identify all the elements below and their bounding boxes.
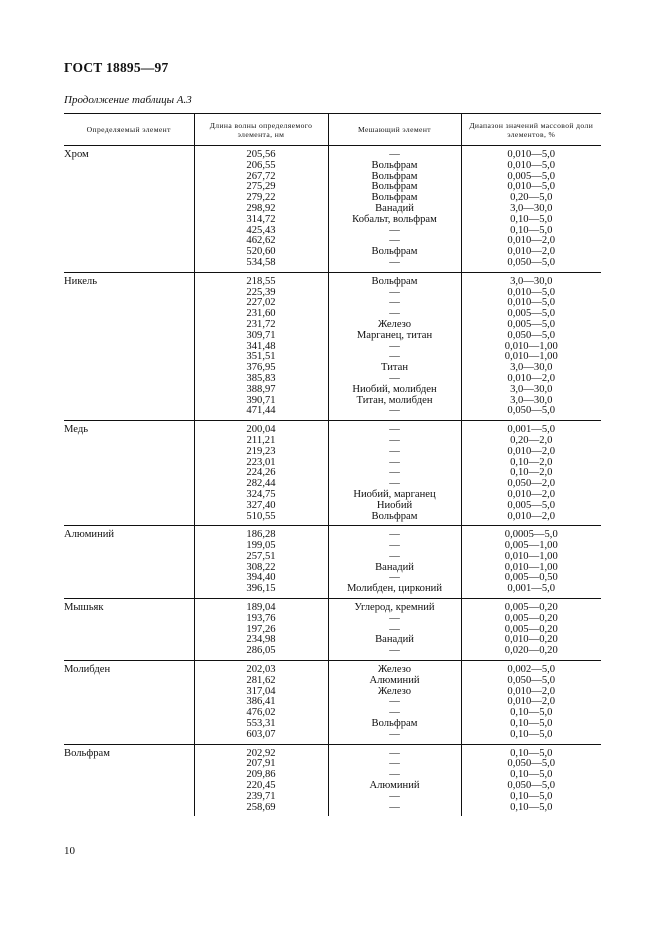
element-name: Алюминий bbox=[64, 529, 115, 541]
interfering-element: — bbox=[389, 623, 400, 635]
interfering-element: Железо bbox=[377, 664, 412, 676]
wavelength-value: 385,83 bbox=[246, 372, 276, 384]
range-cell bbox=[461, 526, 601, 599]
wavelength-value: 317,04 bbox=[246, 685, 276, 697]
wavelength-cell bbox=[194, 421, 328, 526]
element-name-cell bbox=[64, 599, 194, 661]
interfering-element: Ниобий bbox=[376, 499, 413, 511]
wavelength-value: 197,26 bbox=[246, 623, 276, 635]
element-name: Медь bbox=[64, 424, 89, 436]
wavelength-value: 223,01 bbox=[246, 456, 276, 468]
range-value: 0,010—2,0 bbox=[507, 510, 556, 522]
range-value: 3,0—30,0 bbox=[510, 275, 553, 287]
wavelength-value: 209,86 bbox=[246, 769, 276, 781]
interfering-element: Ванадий bbox=[375, 202, 414, 214]
wavelength-value: 341,48 bbox=[246, 340, 276, 352]
wavelength-value: 275,29 bbox=[246, 181, 276, 193]
wavelength-value: 425,43 bbox=[246, 224, 276, 236]
wavelength-cell bbox=[194, 272, 328, 420]
range-value: 0,010—2,0 bbox=[507, 445, 556, 457]
wavelength-value: 199,05 bbox=[246, 540, 276, 552]
wavelength-value: 394,40 bbox=[246, 572, 276, 584]
wavelength-value: 471,44 bbox=[246, 405, 276, 417]
interfering-element: — bbox=[389, 540, 400, 552]
wavelength-value: 189,04 bbox=[246, 602, 276, 614]
wavelength-value: 257,51 bbox=[246, 550, 276, 562]
wavelength-value: 520,60 bbox=[246, 246, 276, 258]
wavelength-value: 553,31 bbox=[246, 718, 276, 730]
wavelength-value: 298,92 bbox=[246, 202, 276, 214]
wavelength-value: 396,15 bbox=[246, 583, 276, 595]
range-value: 0,10—5,0 bbox=[510, 224, 553, 236]
element-name: Мышьяк bbox=[64, 602, 104, 614]
table-row bbox=[64, 661, 601, 745]
wavelength-value: 219,23 bbox=[246, 445, 276, 457]
wavelength-value: 281,62 bbox=[246, 674, 276, 686]
range-value: 0,002—5,0 bbox=[507, 664, 556, 676]
interfering-element: — bbox=[389, 351, 400, 363]
wavelength-value: 351,51 bbox=[246, 351, 276, 363]
range-cell bbox=[461, 421, 601, 526]
range-value: 0,010—1,00 bbox=[504, 561, 558, 573]
range-value: 0,10—5,0 bbox=[510, 728, 553, 740]
wavelength-value: 279,22 bbox=[246, 192, 276, 204]
range-value: 0,050—5,0 bbox=[507, 405, 556, 417]
range-value: 0,10—2,0 bbox=[510, 467, 553, 479]
wavelength-value: 282,44 bbox=[246, 478, 276, 490]
interfering-element: — bbox=[389, 747, 400, 759]
wavelength-value: 205,56 bbox=[246, 149, 276, 160]
wavelength-value: 309,71 bbox=[246, 329, 276, 341]
document-header: ГОСТ 18895—97 bbox=[64, 60, 169, 75]
interfering-element: — bbox=[389, 445, 400, 457]
range-value: 0,20—5,0 bbox=[510, 192, 553, 204]
table-caption: Продолжение таблицы А.3 bbox=[64, 94, 192, 106]
element-name: Хром bbox=[64, 149, 89, 160]
range-value: 0,010—2,0 bbox=[507, 685, 556, 697]
interfering-element: Вольфрам bbox=[371, 718, 418, 730]
wavelength-value: 231,60 bbox=[246, 308, 276, 320]
range-value: 0,010—1,00 bbox=[504, 351, 558, 363]
range-value: 0,10—5,0 bbox=[510, 801, 553, 813]
interfering-element: — bbox=[389, 572, 400, 584]
interfering-cell bbox=[328, 526, 461, 599]
column-header-wavelength: Длина волны определяемого элемента, нм bbox=[194, 114, 328, 146]
range-value: 0,005—5,0 bbox=[507, 308, 556, 320]
interfering-cell bbox=[328, 744, 461, 816]
interfering-element: — bbox=[389, 149, 400, 160]
range-value: 0,10—5,0 bbox=[510, 213, 553, 225]
interfering-element: — bbox=[389, 405, 400, 417]
interfering-element: — bbox=[389, 467, 400, 479]
interfering-element: — bbox=[389, 707, 400, 719]
range-value: 0,005—0,20 bbox=[504, 612, 558, 624]
range-value: 0,010—2,0 bbox=[507, 488, 556, 500]
wavelength-value: 239,71 bbox=[246, 790, 276, 802]
interfering-element: — bbox=[389, 758, 400, 770]
element-name-cell bbox=[64, 146, 194, 273]
table-row bbox=[64, 421, 601, 526]
interfering-element: — bbox=[389, 456, 400, 468]
wavelength-value: 534,58 bbox=[246, 256, 276, 268]
interfering-element: Ниобий, молибден bbox=[352, 383, 437, 395]
range-value: 0,10—5,0 bbox=[510, 790, 553, 802]
interfering-element: — bbox=[389, 235, 400, 247]
interfering-element: Ниобий, марганец bbox=[353, 488, 436, 500]
range-value: 0,10—5,0 bbox=[510, 707, 553, 719]
range-value: 0,10—5,0 bbox=[510, 747, 553, 759]
interfering-element: — bbox=[389, 550, 400, 562]
interfering-cell bbox=[328, 146, 461, 273]
range-value: 0,001—5,0 bbox=[507, 424, 556, 436]
wavelength-value: 218,55 bbox=[246, 275, 276, 287]
wavelength-value: 603,07 bbox=[246, 728, 276, 740]
range-value: 0,005—0,20 bbox=[504, 602, 558, 614]
wavelength-value: 193,76 bbox=[246, 612, 276, 624]
wavelength-cell bbox=[194, 146, 328, 273]
range-value: 0,005—0,50 bbox=[504, 572, 558, 584]
wavelength-value: 267,72 bbox=[246, 170, 276, 182]
interfering-cell bbox=[328, 599, 461, 661]
range-value: 0,010—2,0 bbox=[507, 696, 556, 708]
range-value: 0,005—0,20 bbox=[504, 623, 558, 635]
interfering-element: Ванадий bbox=[375, 634, 414, 646]
range-value: 0,010—5,0 bbox=[507, 286, 556, 298]
wavelength-value: 220,45 bbox=[246, 780, 276, 792]
range-value: 3,0—30,0 bbox=[510, 362, 553, 374]
wavelength-value: 224,26 bbox=[246, 467, 276, 479]
wavelength-value: 376,95 bbox=[246, 362, 276, 374]
range-value: 0,010—1,00 bbox=[504, 340, 558, 352]
interfering-cell bbox=[328, 421, 461, 526]
interfering-element: Титан bbox=[380, 362, 408, 374]
wavelength-value: 462,62 bbox=[246, 235, 276, 247]
interfering-element: — bbox=[389, 645, 400, 657]
wavelength-value: 386,41 bbox=[246, 696, 276, 708]
range-value: 0,10—5,0 bbox=[510, 718, 553, 730]
interfering-cell bbox=[328, 272, 461, 420]
wavelength-value: 388,97 bbox=[246, 383, 276, 395]
interfering-element: Железо bbox=[377, 318, 412, 330]
range-value: 0,010—5,0 bbox=[507, 297, 556, 309]
interfering-element: Алюминий bbox=[369, 674, 420, 686]
interfering-cell bbox=[328, 661, 461, 745]
wavelength-value: 390,71 bbox=[246, 394, 276, 406]
range-value: 0,005—5,0 bbox=[507, 499, 556, 511]
page-number: 10 bbox=[64, 845, 75, 857]
wavelength-value: 225,39 bbox=[246, 286, 276, 298]
range-value: 0,005—5,0 bbox=[507, 170, 556, 182]
interfering-element: Вольфрам bbox=[371, 159, 418, 171]
wavelength-value: 510,55 bbox=[246, 510, 276, 522]
wavelength-value: 327,40 bbox=[246, 499, 276, 511]
element-name-cell bbox=[64, 272, 194, 420]
range-value: 0,010—0,20 bbox=[504, 634, 558, 646]
interfering-element: Титан, молибден bbox=[356, 394, 433, 406]
wavelength-value: 202,03 bbox=[246, 664, 276, 676]
interfering-element: — bbox=[389, 308, 400, 320]
interfering-element: — bbox=[389, 297, 400, 309]
interfering-element: Молибден, цирконий bbox=[346, 583, 442, 595]
range-value: 0,0005—5,0 bbox=[504, 529, 558, 541]
table-row bbox=[64, 599, 601, 661]
interfering-element: Железо bbox=[377, 685, 412, 697]
wavelength-value: 202,92 bbox=[246, 747, 276, 759]
range-value: 0,050—5,0 bbox=[507, 256, 556, 268]
interfering-element: — bbox=[389, 372, 400, 384]
range-value: 0,010—1,00 bbox=[504, 550, 558, 562]
range-value: 0,020—0,20 bbox=[504, 645, 558, 657]
range-value: 3,0—30,0 bbox=[510, 383, 553, 395]
interfering-element: — bbox=[389, 801, 400, 813]
interfering-element: — bbox=[389, 728, 400, 740]
interfering-element: — bbox=[389, 340, 400, 352]
range-value: 0,050—5,0 bbox=[507, 780, 556, 792]
element-name-cell bbox=[64, 744, 194, 816]
wavelength-value: 258,69 bbox=[246, 801, 276, 813]
interfering-element: Вольфрам bbox=[371, 181, 418, 193]
range-cell bbox=[461, 599, 601, 661]
interfering-element: Вольфрам bbox=[371, 246, 418, 258]
column-header-element: Определяемый элемент bbox=[64, 114, 194, 146]
interfering-element: Марганец, титан bbox=[356, 329, 433, 341]
range-cell bbox=[461, 744, 601, 816]
element-name-cell bbox=[64, 661, 194, 745]
wavelength-value: 314,72 bbox=[246, 213, 276, 225]
interfering-element: Ванадий bbox=[375, 561, 414, 573]
table-row bbox=[64, 146, 601, 273]
table-body bbox=[64, 146, 601, 817]
range-value: 0,010—2,0 bbox=[507, 246, 556, 258]
wavelength-value: 206,55 bbox=[246, 159, 276, 171]
interfering-element: — bbox=[389, 286, 400, 298]
column-header-interfering: Мешающий элемент bbox=[328, 114, 461, 146]
range-value: 0,010—5,0 bbox=[507, 159, 556, 171]
range-cell bbox=[461, 272, 601, 420]
wavelength-value: 324,75 bbox=[246, 488, 276, 500]
wavelength-value: 286,05 bbox=[246, 645, 276, 657]
range-cell bbox=[461, 146, 601, 273]
interfering-element: Вольфрам bbox=[371, 192, 418, 204]
range-value: 0,010—2,0 bbox=[507, 372, 556, 384]
interfering-element: Углерод, кремний bbox=[354, 602, 435, 614]
range-value: 0,050—5,0 bbox=[507, 758, 556, 770]
element-name-cell bbox=[64, 526, 194, 599]
interfering-element: Вольфрам bbox=[371, 510, 418, 522]
element-name: Молибден bbox=[64, 664, 111, 676]
interfering-element: — bbox=[389, 769, 400, 781]
interfering-element: — bbox=[389, 478, 400, 490]
range-value: 0,10—2,0 bbox=[510, 456, 553, 468]
range-value: 0,050—5,0 bbox=[507, 674, 556, 686]
interfering-element: — bbox=[389, 790, 400, 802]
range-cell bbox=[461, 661, 601, 745]
element-name-cell bbox=[64, 421, 194, 526]
interfering-element: Алюминий bbox=[369, 780, 420, 792]
table-row bbox=[64, 744, 601, 816]
interfering-element: — bbox=[389, 424, 400, 436]
range-value: 0,010—5,0 bbox=[507, 149, 556, 160]
range-value: 0,20—2,0 bbox=[510, 434, 553, 446]
table-header-row bbox=[64, 114, 601, 146]
interfering-element: Кобальт, вольфрам bbox=[352, 213, 437, 225]
range-value: 0,005—1,00 bbox=[504, 540, 558, 552]
range-value: 0,10—5,0 bbox=[510, 769, 553, 781]
wavelength-cell bbox=[194, 599, 328, 661]
interfering-element: — bbox=[389, 256, 400, 268]
wavelength-value: 308,22 bbox=[246, 561, 276, 573]
interfering-element: — bbox=[389, 529, 400, 541]
wavelength-cell bbox=[194, 526, 328, 599]
wavelength-cell bbox=[194, 744, 328, 816]
range-value: 3,0—30,0 bbox=[510, 202, 553, 214]
wavelength-value: 227,02 bbox=[246, 297, 276, 309]
interfering-element: Вольфрам bbox=[371, 170, 418, 182]
interfering-element: — bbox=[389, 434, 400, 446]
range-value: 0,050—5,0 bbox=[507, 329, 556, 341]
data-table bbox=[64, 113, 601, 816]
range-value: 0,010—2,0 bbox=[507, 235, 556, 247]
wavelength-value: 234,98 bbox=[246, 634, 276, 646]
element-name: Вольфрам bbox=[64, 747, 110, 759]
range-value: 0,010—5,0 bbox=[507, 181, 556, 193]
range-value: 0,050—2,0 bbox=[507, 478, 556, 490]
interfering-element: — bbox=[389, 696, 400, 708]
wavelength-value: 200,04 bbox=[246, 424, 276, 436]
wavelength-value: 231,72 bbox=[246, 318, 276, 330]
interfering-element: — bbox=[389, 612, 400, 624]
element-name: Никель bbox=[64, 275, 98, 287]
table-row bbox=[64, 272, 601, 420]
interfering-element: Вольфрам bbox=[371, 275, 418, 287]
range-value: 0,005—5,0 bbox=[507, 318, 556, 330]
wavelength-value: 476,02 bbox=[246, 707, 276, 719]
wavelength-value: 186,28 bbox=[246, 529, 276, 541]
table-row bbox=[64, 526, 601, 599]
interfering-element: — bbox=[389, 224, 400, 236]
wavelength-value: 211,21 bbox=[246, 434, 276, 446]
column-header-range: Диапазон значений массовой доли элементов, % bbox=[461, 114, 601, 146]
range-value: 3,0—30,0 bbox=[510, 394, 553, 406]
range-value: 0,001—5,0 bbox=[507, 583, 556, 595]
wavelength-value: 207,91 bbox=[246, 758, 276, 770]
wavelength-cell bbox=[194, 661, 328, 745]
